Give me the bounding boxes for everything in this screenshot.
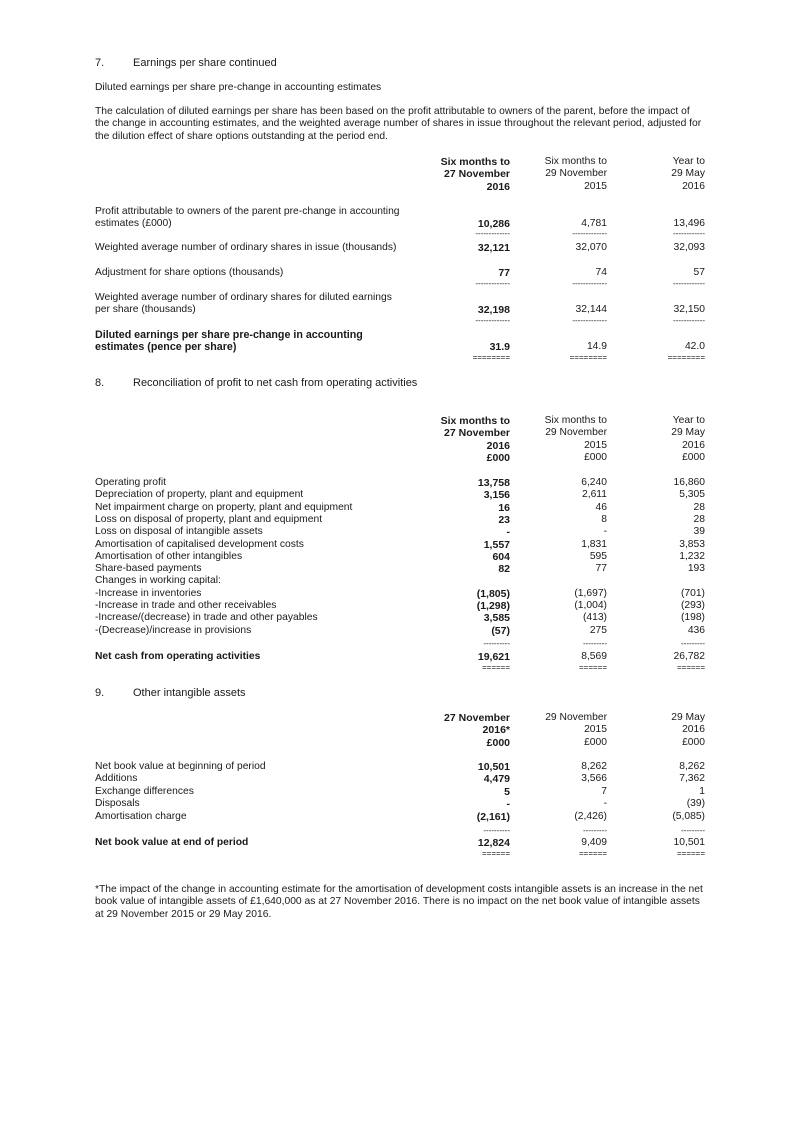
table-cell: 1,831: [581, 538, 607, 550]
table-cell: (1,298): [476, 600, 510, 612]
table-cell: 3,566: [581, 773, 607, 785]
table-cell: 10,501: [477, 761, 510, 773]
table-cell: 42.0: [684, 341, 705, 352]
rule-line: ---------: [583, 827, 607, 835]
table-cell: (2,161): [476, 810, 510, 823]
table-cell: 4,781: [581, 218, 607, 229]
rule-line: ======: [481, 664, 510, 672]
table-cell: 14.9: [586, 341, 607, 352]
table-cell: 1,557: [483, 538, 510, 551]
table-cell: 5,305: [679, 489, 705, 501]
table-cell: 6,240: [581, 477, 607, 488]
rule-line: -------------: [475, 280, 510, 288]
table-cell: 77: [595, 563, 607, 575]
section-number: 9.: [95, 687, 105, 699]
table-cell: 436: [687, 624, 705, 636]
col-header-1: 27 November 2016* £000: [444, 712, 510, 749]
footnote: *The impact of the change in accounting estimate for the amortisation of development costs intangible assets is an increase in the net book value of intangible assets of £1,640,000 as at 27 November 2016. There is no impact on the net book value of intangible assets at 29 November 2015 or 29 May 2016.: [95, 884, 703, 920]
table-cell: 32,150: [673, 304, 705, 315]
rule-line: ------------: [673, 230, 705, 238]
rule-line: ---------: [583, 640, 607, 648]
col-header-2: Six months to 29 November 2015: [544, 156, 607, 192]
table-row-label: Loss on disposal of intangible assets: [95, 526, 263, 538]
rule-line: ======: [578, 664, 607, 672]
table-cell: (701): [680, 587, 705, 599]
table-cell: 3,585: [483, 612, 510, 625]
table-row-label: Loss on disposal of property, plant and equipment: [95, 513, 323, 525]
rule-line: ======: [676, 850, 705, 858]
table-row-label: Net impairment charge on property, plant and equipment: [95, 501, 353, 513]
col-header-1: Six months to 27 November 2016 £000: [440, 415, 510, 465]
table-cell: 32,144: [575, 304, 607, 315]
section-number: 8.: [95, 377, 105, 389]
table-row-label: Amortisation charge: [95, 810, 187, 822]
rule-line: ======: [578, 850, 607, 858]
rule-line: ========: [569, 354, 607, 362]
table-row-label: Amortisation of other intangibles: [95, 550, 243, 562]
table-row-label: -Increase in inventories: [95, 587, 202, 599]
table-cell: 1: [699, 785, 705, 797]
table-cell: 26,782: [673, 651, 705, 662]
table-row-label: Disposals: [95, 798, 140, 810]
table-cell: 193: [687, 563, 705, 575]
table-cell: 4,479: [483, 773, 510, 786]
section-7-heading: [95, 57, 706, 71]
rule-line: ======: [481, 850, 510, 858]
table-cell: 32,070: [575, 242, 607, 253]
table-row-label: -Increase in trade and other receivables: [95, 600, 277, 611]
table-cell: 13,496: [673, 218, 705, 229]
table-cell: (413): [582, 612, 607, 624]
table-cell: 28: [693, 501, 705, 513]
table-cell: 82: [498, 563, 510, 576]
table-cell: 32,121: [477, 242, 510, 254]
col-header-3: Year to 29 May 2016: [671, 156, 705, 192]
table-cell: 16: [498, 501, 510, 514]
table-cell: 8,262: [679, 761, 705, 772]
table-cell: 19,621: [477, 651, 510, 663]
col-header-1: Six months to 27 November 2016: [440, 156, 510, 193]
rule-line: ------------: [673, 280, 705, 288]
table-cell: 74: [595, 267, 607, 278]
rule-line: ========: [667, 354, 705, 362]
table-cell: -: [506, 798, 510, 811]
table-cell: (1,004): [574, 600, 607, 611]
table-cell: (1,697): [574, 587, 607, 599]
col-header-2: Six months to 29 November 2015 £000: [544, 415, 607, 464]
table-cell: -: [603, 798, 607, 810]
table-row-label: Changes in working capital:: [95, 575, 221, 587]
section-9-heading: [95, 687, 706, 701]
total-row-label: Net book value at end of period: [95, 837, 249, 848]
table-row-label: Operating profit: [95, 477, 166, 488]
table-cell: 1,232: [679, 550, 705, 562]
rule-line: ------------: [673, 317, 705, 325]
table-cell: 595: [589, 550, 607, 562]
table-cell: 5: [504, 785, 510, 798]
table-cell: -: [506, 526, 510, 539]
total-row-label: Net cash from operating activities: [95, 651, 261, 662]
table-row-label: Weighted average number of ordinary shares for diluted earnings per share (thousands): [95, 292, 392, 316]
table-cell: (57): [491, 624, 510, 637]
rule-line: -------------: [475, 317, 510, 325]
col-header-2: 29 November 2015 £000: [545, 712, 607, 748]
section-7-subtitle: Diluted earnings per share pre-change in accounting estimates: [95, 82, 382, 93]
table-cell: 13,758: [477, 477, 510, 489]
table-cell: (198): [680, 612, 705, 624]
table-row-label: -(Decrease)/increase in provisions: [95, 624, 252, 636]
table-cell: 8: [601, 513, 607, 525]
table-cell: (2,426): [574, 810, 607, 822]
table-cell: 12,824: [477, 837, 510, 849]
table-cell: 275: [589, 624, 607, 636]
section-title: Other intangible assets: [133, 687, 246, 699]
rule-line: ----------: [483, 640, 510, 648]
table-cell: (5,085): [672, 810, 705, 822]
table-cell: 32,198: [477, 304, 510, 316]
rule-line: -------------: [572, 230, 607, 238]
col-header-3: Year to 29 May 2016 £000: [671, 415, 705, 464]
table-row-label: -Increase/(decrease) in trade and other payables: [95, 612, 318, 624]
table-cell: 31.9: [489, 341, 510, 353]
section-title: Reconciliation of profit to net cash from operating activities: [133, 377, 418, 389]
table-row-label: Net book value at beginning of period: [95, 761, 266, 772]
table-cell: (293): [680, 600, 705, 611]
table-cell: 3,853: [679, 538, 705, 550]
table-row-label: Adjustment for share options (thousands): [95, 267, 284, 278]
rule-line: ========: [472, 354, 510, 362]
table-cell: 28: [693, 513, 705, 525]
rule-line: ---------: [681, 827, 705, 835]
section-title: Earnings per share continued: [133, 57, 277, 69]
table-cell: 32,093: [673, 242, 705, 253]
table-cell: 10,501: [673, 837, 705, 848]
rule-line: -------------: [572, 317, 607, 325]
table-cell: (1,805): [476, 587, 510, 600]
table-row-label: Share-based payments: [95, 563, 202, 575]
table-cell: 57: [693, 267, 705, 278]
table-cell: 46: [595, 501, 607, 513]
table-cell: 604: [492, 550, 510, 563]
table-row-label: Weighted average number of ordinary shares in issue (thousands): [95, 242, 397, 253]
rule-line: -------------: [475, 230, 510, 238]
table-cell: 7: [601, 785, 607, 797]
table-cell: 8,262: [581, 761, 607, 772]
table-cell: 9,409: [581, 837, 607, 848]
section-number: 7.: [95, 57, 105, 69]
col-header-3: 29 May 2016 £000: [671, 712, 705, 748]
table-row-label: Depreciation of property, plant and equipment: [95, 489, 304, 501]
table-cell: (39): [686, 798, 705, 810]
table-row-label: Amortisation of capitalised development costs: [95, 538, 304, 550]
table-cell: 2,611: [581, 489, 607, 501]
table-cell: 39: [693, 526, 705, 538]
rule-line: ======: [676, 664, 705, 672]
rule-line: -------------: [572, 280, 607, 288]
table-cell: 10,286: [477, 218, 510, 230]
section-7-paragraph: The calculation of diluted earnings per share has been based on the profit attributable to owners of the parent, before the impact of the change in accounting estimates, and the weighted average number of shares in issue throughout the relevant period, adjusted for the dilution effect of share options outstanding at the period end.: [95, 106, 702, 142]
table-cell: 16,860: [673, 477, 705, 488]
section-8-heading: [95, 377, 706, 391]
table-cell: -: [603, 526, 607, 538]
table-cell: 23: [498, 513, 510, 526]
table-row-label: Additions: [95, 773, 138, 785]
table-cell: 8,569: [581, 651, 607, 662]
table-row-label: Profit attributable to owners of the parent pre-change in accounting estimates (£000): [95, 206, 400, 230]
rule-line: ---------: [681, 640, 705, 648]
rule-line: ----------: [483, 827, 510, 835]
table-row-label: Diluted earnings per share pre-change in accounting estimates (pence per share): [95, 329, 363, 354]
table-cell: 3,156: [483, 489, 510, 502]
table-cell: 7,362: [679, 773, 705, 785]
table-row-label: Exchange differences: [95, 785, 194, 797]
table-cell: 77: [498, 267, 510, 279]
